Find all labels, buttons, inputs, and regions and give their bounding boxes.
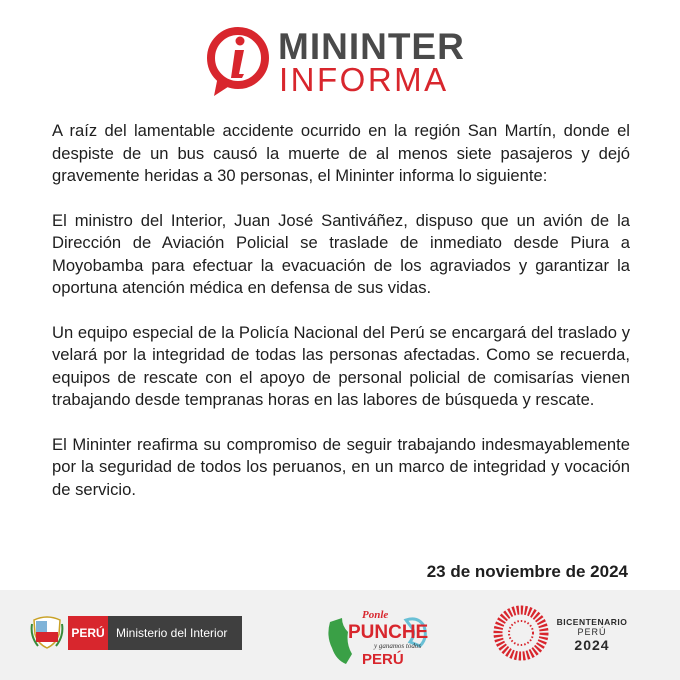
statement-body	[52, 120, 630, 523]
paragraph-intro: A raíz del lamentable accidente ocurrido en la región San Martín, donde el despiste de un bus causó la muerte de al menos siete pasajeros y dejó gravemente heridas a 30 personas, el Mininter informa lo siguiente:	[52, 121, 630, 185]
header	[0, 0, 680, 118]
punche-line3: y ganamos todos	[374, 642, 422, 650]
footer	[0, 590, 680, 680]
paragraph-commitment: El Mininter reafirma su compromiso de seguir trabajando indesmayablemente por la seguridad de todos los peruanos, en un marco de integridad y vocación de servicio.	[52, 434, 630, 499]
paragraph-minister: El ministro del Interior, Juan José Santiváñez, dispuso que un avión de la Dirección de Aviación Policial se traslade de inmediato desde Piura a Moyobamba para efectuar la evacuación de los agraviados y garantizar la oportuna atención médica en defensa de sus vidas.	[52, 210, 630, 297]
ministry-logo	[68, 616, 242, 650]
brand-subtitle: INFORMA	[279, 61, 449, 98]
peru-coat-of-arms-icon	[30, 614, 64, 650]
punche-line2: PUNCHE	[348, 622, 429, 643]
brand-title: MININTER	[278, 26, 465, 67]
bicentenario-line1: BICENTENARIO	[556, 617, 628, 627]
bicentenario-line2: PERÚ	[577, 627, 607, 637]
punche-line4: PERÚ	[362, 651, 404, 668]
bicentenario-year: 2024	[574, 637, 610, 653]
ministry-label: Ministerio del Interior	[108, 616, 242, 650]
info-speech-bubble-icon	[204, 22, 272, 102]
punche-line1: Ponle	[362, 609, 389, 621]
paragraph-police-team: Un equipo especial de la Policía Nacional del Perú se encargará del traslado y velará por la integridad de todas las personas afectadas. Como se recuerda, equipos de rescate con el apoyo de personal policial de comisarías vienen trabajando desde tempranas horas en las labores de búsqueda y rescate.	[52, 322, 630, 409]
statement-date: 23 de noviembre de 2024	[426, 562, 628, 581]
bicentenario-label	[552, 617, 632, 653]
peru-label: PERÚ	[68, 616, 108, 650]
ponle-punche-logo	[322, 602, 434, 672]
bicentenario-emblem-icon	[492, 604, 550, 662]
